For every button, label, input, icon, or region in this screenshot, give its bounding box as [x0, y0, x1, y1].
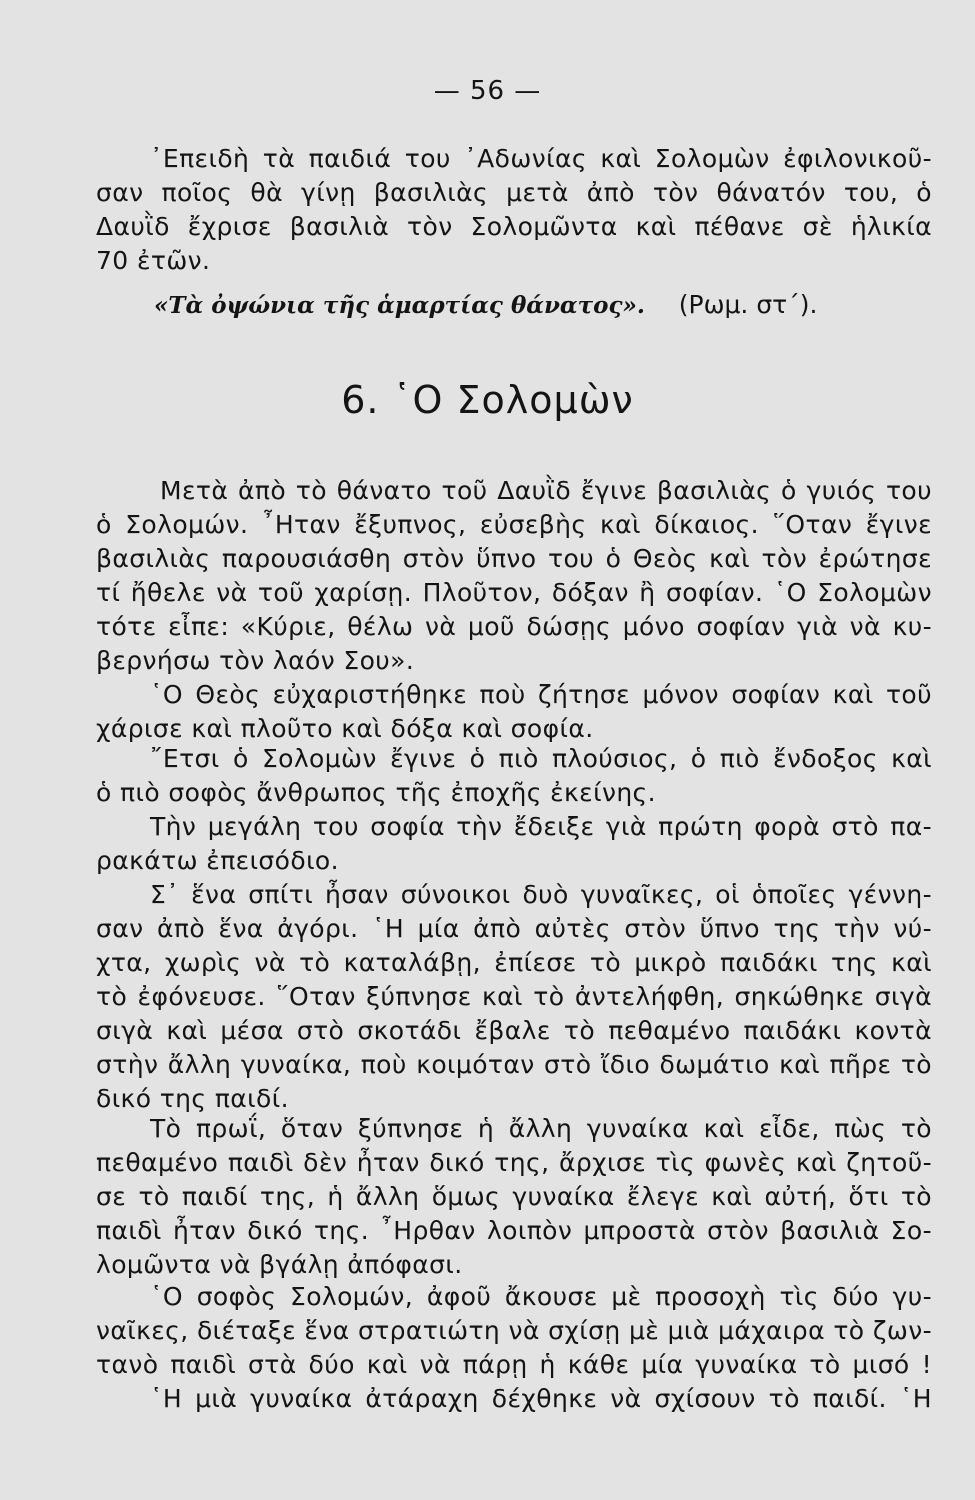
paragraph-line: τότε εἶπε: «Κύριε, θέλω νὰ μοῦ δώσῃς μόνο σοφίαν γιὰ νὰ κυ-	[96, 612, 932, 641]
paragraph-line: ναῖκες, διέταξε ἕνα στρατιώτη νὰ σχίσῃ μὲ μιὰ μάχαιρα τὸ ζων-	[96, 1316, 932, 1345]
intro-line: 70 ἐτῶν.	[96, 246, 211, 275]
paragraph-line: Τὴν μεγάλη του σοφία τὴν ἔδειξε γιὰ πρώτη φορὰ στὸ πα-	[150, 812, 932, 841]
paragraph-line: στὴν ἄλλη γυναίκα, ποὺ κοιμόταν στὸ ἴδιο δωμάτιο καὶ πῆρε τὸ	[96, 1050, 932, 1079]
intro-line: Δαυῒδ ἔχρισε βασιλιὰ τὸν Σολομῶντα καὶ πέθανε σὲ ἡλικία	[96, 212, 932, 241]
intro-line: σαν ποῖος θὰ γίνῃ βασιλιὰς μετὰ ἀπὸ τὸν θάνατόν του, ὁ	[96, 178, 932, 207]
paragraph-line: τανὸ παιδὶ στὰ δύο καὶ νὰ πάρῃ ἡ κάθε μία γυναίκα τὸ μισό !	[96, 1350, 932, 1379]
paragraph-line: βερνήσω τὸν λαόν Σου».	[96, 646, 415, 675]
paragraph-line: ὁ Σολομών. ῏Ηταν ἔξυπνος, εὐσεβὴς καὶ δίκαιος. ῞Οταν ἔγινε	[96, 510, 932, 539]
chapter-heading: 6. ῾Ο Σολομὼν	[341, 378, 634, 422]
paragraph-line: ρακάτω ἐπεισόδιο.	[96, 846, 339, 875]
paragraph-line: ῾Ο Θεὸς εὐχαριστήθηκε ποὺ ζήτησε μόνον σοφίαν καὶ τοῦ	[150, 680, 932, 709]
paragraph-line: ῾Η μιὰ γυναίκα ἀτάραχη δέχθηκε νὰ σχίσουν τὸ παιδί. ῾Η	[150, 1384, 932, 1413]
paragraph-line: Τὸ πρωΐ, ὅταν ξύπνησε ἡ ἄλλη γυναίκα καὶ εἶδε, πὼς τὸ	[150, 1114, 932, 1143]
paragraph-line: Μετὰ ἀπὸ τὸ θάνατο τοῦ Δαυῒδ ἔγινε βασιλιὰς ὁ γυιός του	[160, 476, 932, 505]
paragraph-line: ὁ πιὸ σοφὸς ἄνθρωπος τῆς ἐποχῆς ἐκείνης.	[96, 778, 656, 807]
paragraph-line: δικό της παιδί.	[96, 1084, 289, 1113]
paragraph-line: ῾Ο σοφὸς Σολομών, ἀφοῦ ἄκουσε μὲ προσοχὴ τὶς δύο γυ-	[150, 1282, 932, 1311]
paragraph-line: Σ᾿ ἕνα σπίτι ἦσαν σύνοικοι δυὸ γυναῖκες, οἱ ὁποῖες γέννη-	[150, 880, 932, 909]
paragraph-line: χάρισε καὶ πλοῦτο καὶ δόξα καὶ σοφία.	[96, 714, 594, 743]
paragraph-line: τί ἤθελε νὰ τοῦ χαρίσῃ. Πλοῦτον, δόξαν ἢ σοφίαν. ῾Ο Σολομὼν	[96, 578, 932, 607]
paragraph-line: σαν ἀπὸ ἕνα ἀγόρι. ῾Η μία ἀπὸ αὐτὲς στὸν ὕπνο της τὴν νύ-	[96, 914, 932, 943]
scripture-quote	[154, 288, 817, 323]
quote-reference: (Ρωμ. στ΄).	[678, 290, 818, 319]
paragraph-line: πεθαμένο παιδὶ δὲν ἦταν δικό της, ἄρχισε τὶς φωνὲς καὶ ζητοῦ-	[96, 1148, 932, 1177]
paragraph-line: λομῶντα νὰ βγάλῃ ἀπόφασι.	[96, 1250, 463, 1279]
paragraph-line: τὸ ἐφόνευσε. ῞Οταν ξύπνησε καὶ τὸ ἀντελήφθη, σηκώθηκε σιγὰ	[96, 982, 932, 1011]
page-number: — 56 —	[433, 76, 542, 106]
paragraph-line: σε τὸ παιδί της, ἡ ἄλλη ὅμως γυναίκα ἔλεγε καὶ αὐτή, ὅτι τὸ	[96, 1182, 932, 1211]
quote-text: «Τὰ ὀψώνια τῆς ἁμαρτίας θάνατος».	[154, 292, 645, 319]
paragraph-line: χτα, χωρὶς νὰ τὸ καταλάβῃ, ἐπίεσε τὸ μικρὸ παιδάκι της καὶ	[96, 948, 932, 977]
intro-line: ᾿Επειδὴ τὰ παιδιά του ᾿Αδωνίας καὶ Σολομὼν ἐφιλονικοῦ-	[150, 144, 932, 173]
paragraph-line: παιδὶ ἦταν δικό της. ῏Ηρθαν λοιπὸν μπροστὰ στὸν βασιλιὰ Σο-	[96, 1216, 932, 1245]
paragraph-line: σιγὰ καὶ μέσα στὸ σκοτάδι ἔβαλε τὸ πεθαμένο παιδάκι κοντὰ	[96, 1016, 932, 1045]
paragraph-line: βασιλιὰς παρουσιάσθη στὸν ὕπνο του ὁ Θεὸς καὶ τὸν ἐρώτησε	[96, 544, 932, 573]
paragraph-line: ῎Ετσι ὁ Σολομὼν ἔγινε ὁ πιὸ πλούσιος, ὁ πιὸ ἔνδοξος καὶ	[150, 744, 932, 773]
